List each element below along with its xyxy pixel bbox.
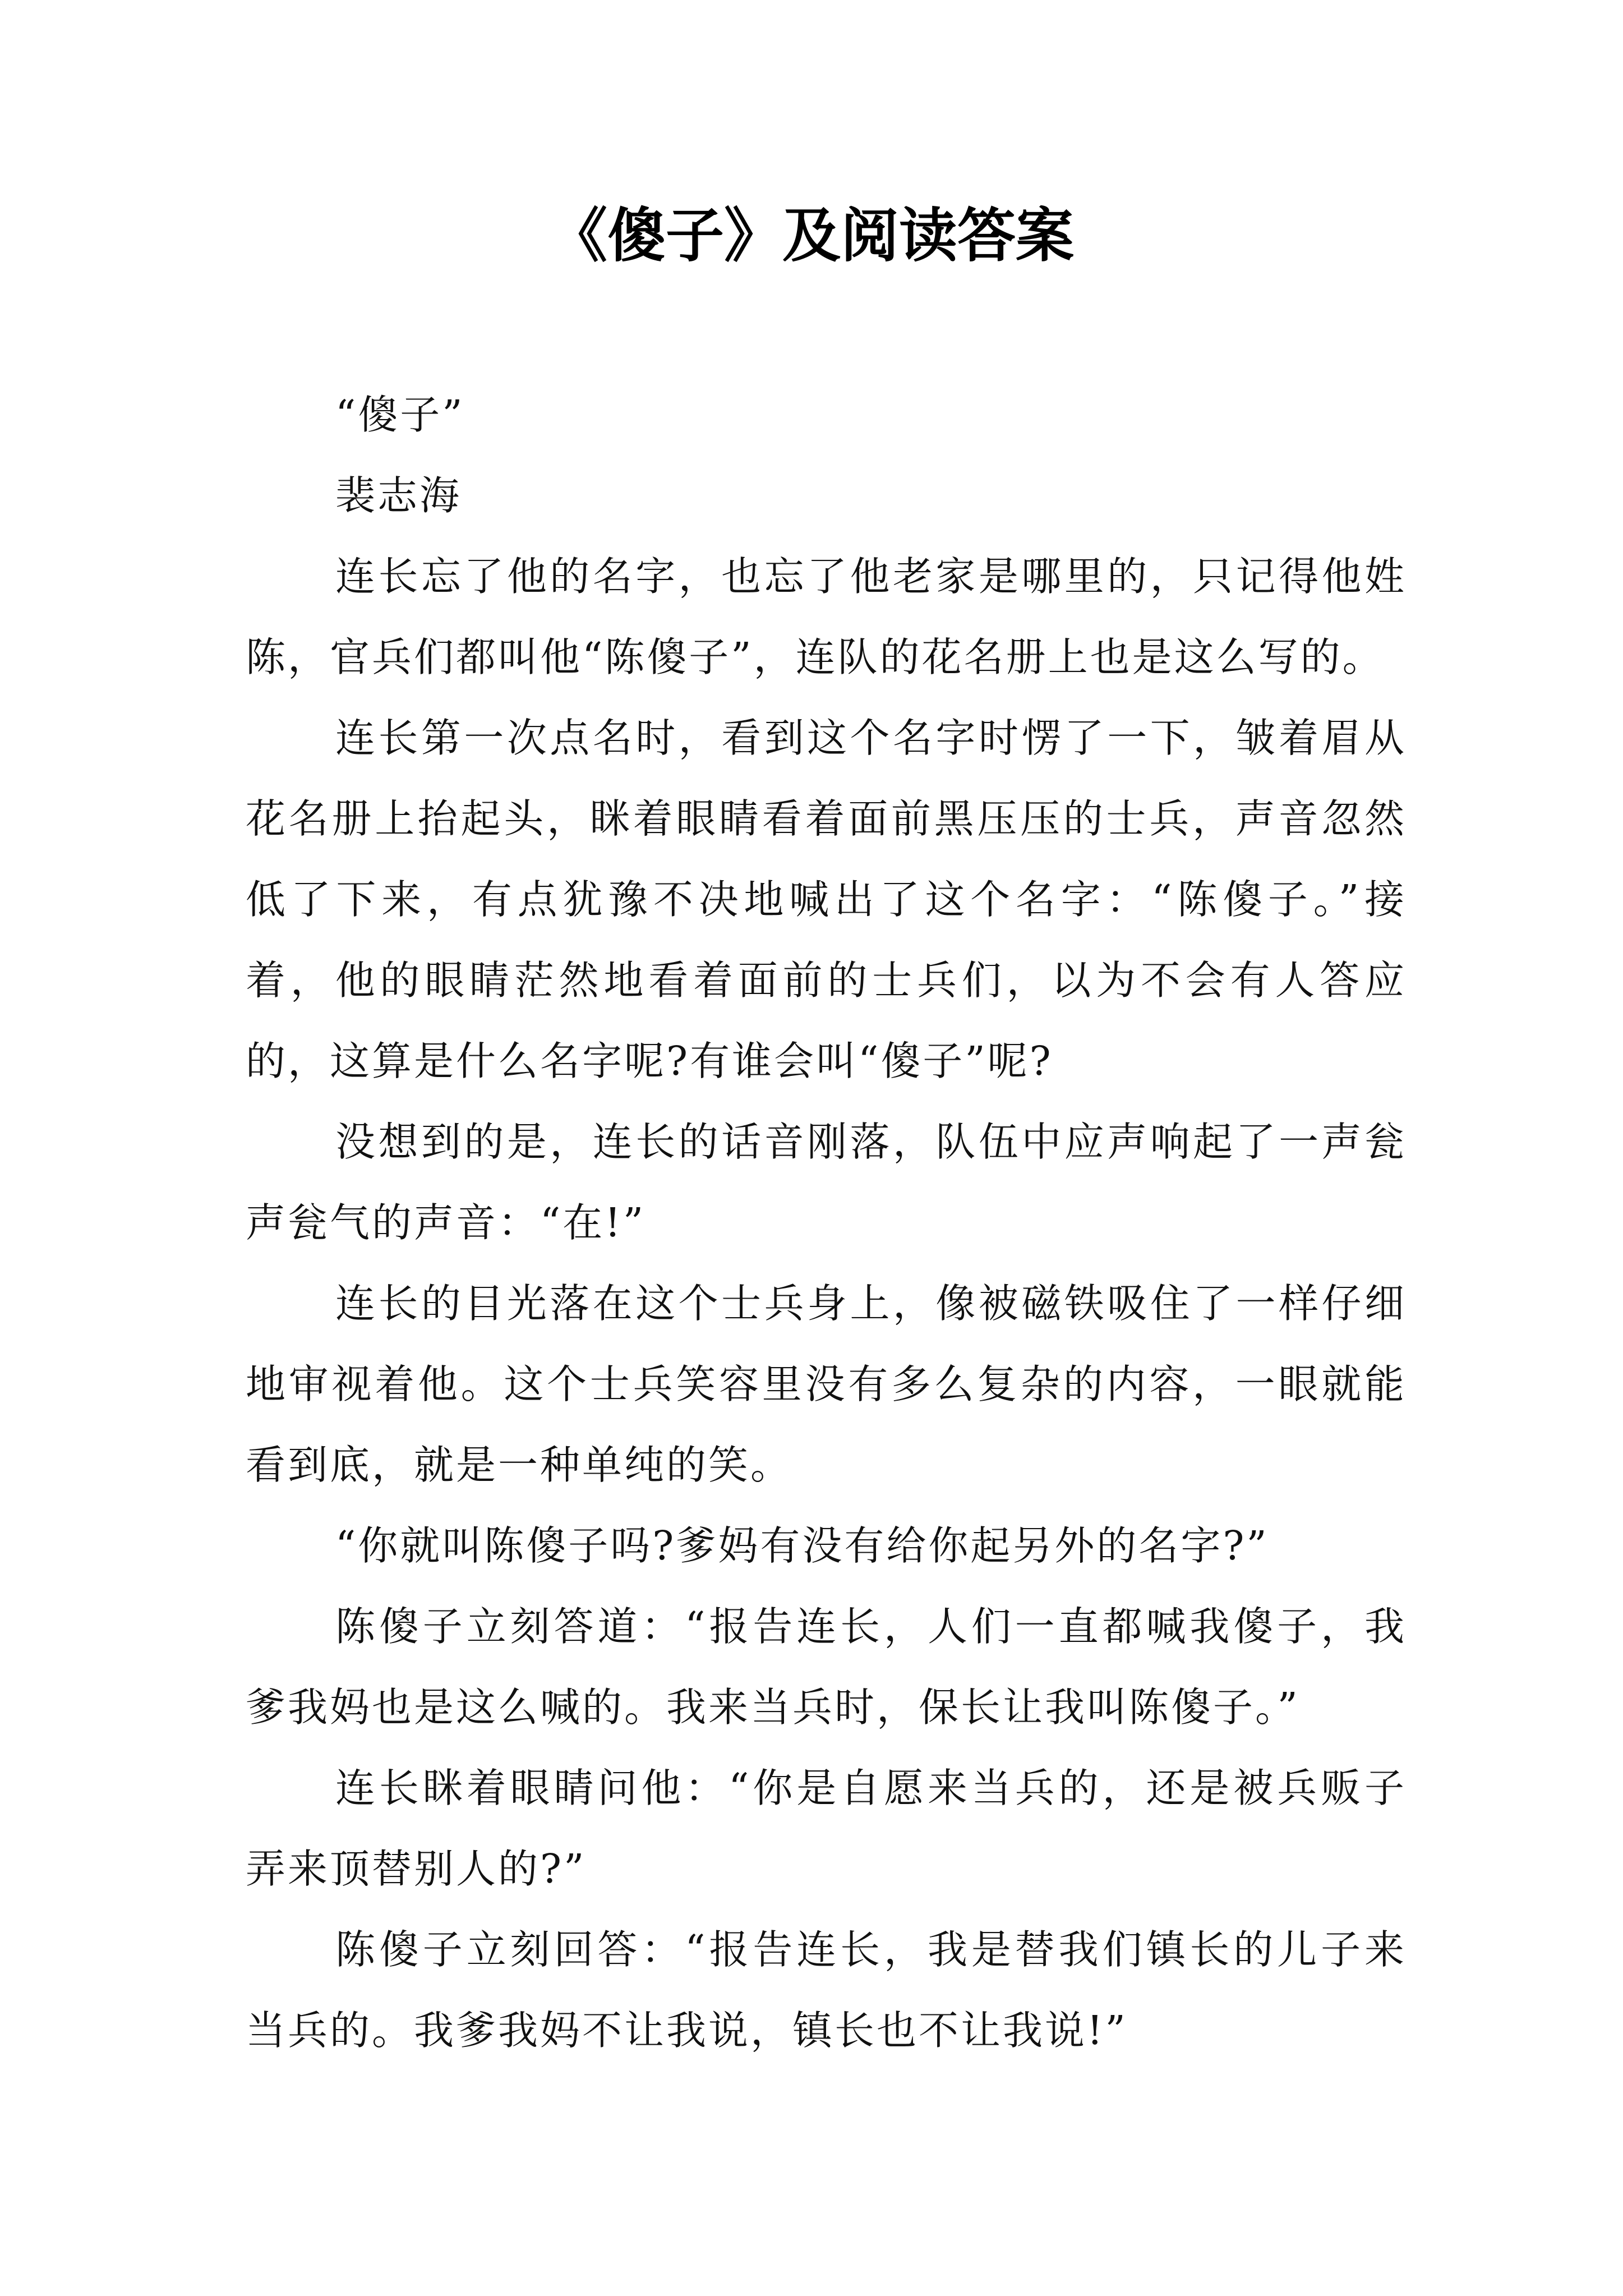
paragraph: 连长第一次点名时，看到这个名字时愣了一下，皱着眉从花名册上抬起头，眯着眼睛看着面前黑压压的士兵，声音忽然低了下来，有点犹豫不决地喊出了这个名字：“陈傻子。”接着，他的眼睛茫然地看着面前的士兵们，以为不会有人答应的，这算是什么名字呢?有谁会叫“傻子”呢?: [246, 715, 1407, 1084]
paragraph: 没想到的是，连长的话音刚落，队伍中应声响起了一声瓮声瓮气的声音：“在!”: [246, 1119, 1407, 1246]
story-title: “傻子”: [335, 392, 465, 438]
paragraph: 连长的目光落在这个士兵身上，像被磁铁吸住了一样仔细地审视着他。这个士兵笑容里没有多么复杂的内容，一眼就能看到底，就是一种单纯的笑。: [246, 1280, 1407, 1488]
paragraph: 连长忘了他的名字，也忘了他老家是哪里的，只记得他姓陈，官兵们都叫他“陈傻子”，连队的花名册上也是这么写的。: [246, 553, 1407, 680]
document-body: [246, 375, 1407, 2071]
paragraph: 陈傻子立刻回答：“报告连长，我是替我们镇长的儿子来当兵的。我爹我妈不让我说，镇长也不让我说!”: [246, 1926, 1407, 2054]
story-author: 裴志海: [335, 472, 462, 519]
paragraph: 连长眯着眼睛问他：“你是自愿来当兵的，还是被兵贩子弄来顶替别人的?”: [246, 1765, 1407, 1892]
paragraph: “你就叫陈傻子吗?爹妈有没有给你起另外的名字?”: [335, 1522, 1269, 1569]
document-title: 《傻子》及阅读答案: [548, 201, 1074, 270]
paragraph: 陈傻子立刻答道：“报告连长，人们一直都喊我傻子，我爹我妈也是这么喊的。我来当兵时，保长让我叫陈傻子。”: [246, 1603, 1407, 1731]
